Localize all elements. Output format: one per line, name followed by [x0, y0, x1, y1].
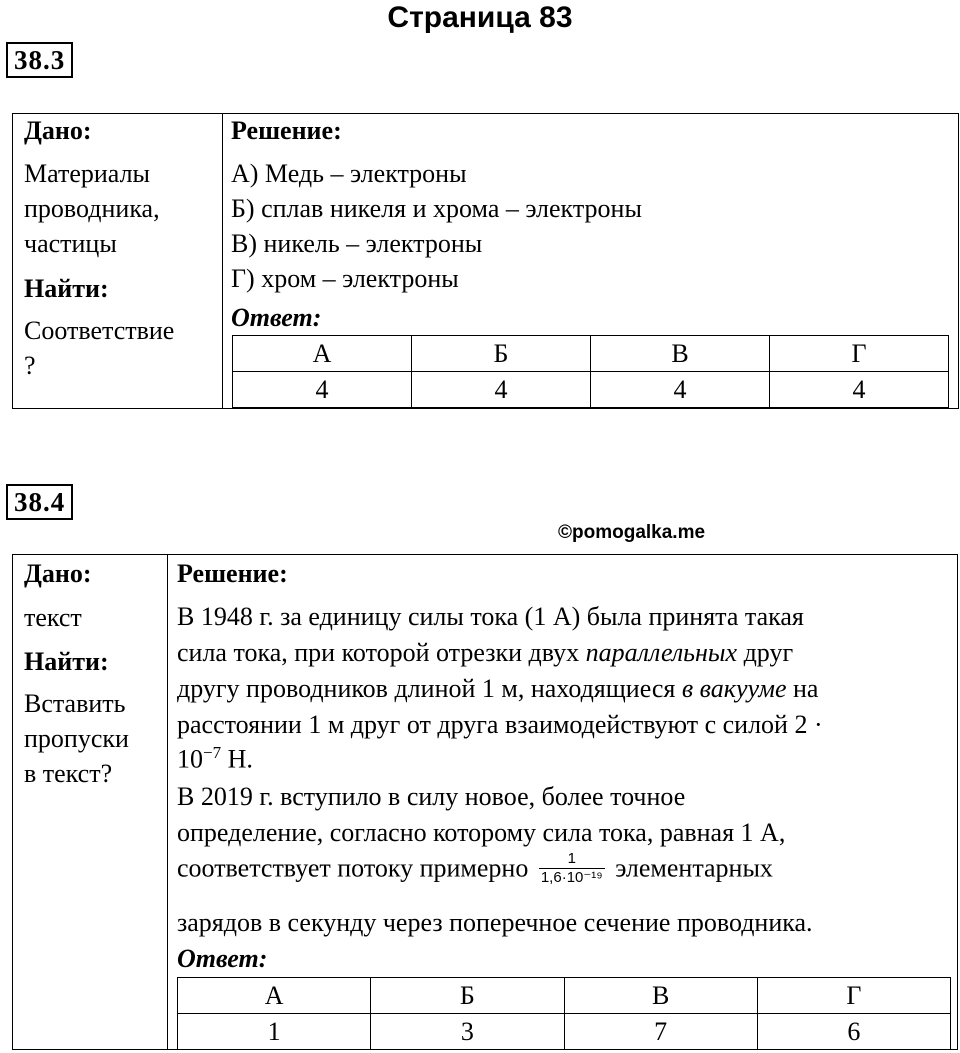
solution-line: В 2019 г. вступило в силу новое, более точное [177, 782, 686, 811]
find-line: Соответствие [24, 316, 175, 345]
answer-table [177, 977, 951, 1050]
solution-text: друг [737, 638, 794, 667]
task-number: 38.4 [6, 484, 73, 520]
solution-line [177, 743, 253, 775]
task-box-38-3 [12, 113, 959, 409]
find-label: Найти: [24, 647, 109, 676]
task-number: 38.3 [6, 42, 73, 78]
solution-column [223, 114, 958, 408]
answer-value-cell: 4 [770, 372, 949, 408]
solution-text: на [786, 674, 819, 703]
fraction-numerator: 1 [539, 850, 605, 869]
solution-text: Н. [221, 744, 253, 774]
solution-text: В 1948 г. за единицу силы тока (1 А) была принята такая [177, 602, 804, 631]
solution-line: зарядов в секунду через поперечное сечение проводника. [177, 908, 813, 937]
answer-value-cell: 4 [233, 372, 412, 408]
answer-header-row [233, 336, 949, 372]
solution-line: А) Медь – электроны [231, 159, 467, 188]
given-line: проводника, [24, 194, 160, 223]
solution-line [177, 674, 818, 704]
power-base: 10 [177, 744, 203, 774]
answer-value-cell: 7 [564, 1014, 757, 1050]
solution-line: Б) сплав никеля и хрома – электроны [231, 194, 642, 223]
answer-header-cell: Б [412, 336, 591, 372]
answer-header-cell: В [591, 336, 770, 372]
answer-value-cell: 1 [178, 1014, 371, 1050]
solution-line [177, 602, 804, 632]
find-line: в текст? [24, 759, 113, 788]
watermark: ©pomogalka.me [558, 522, 706, 543]
given-label: Дано: [24, 116, 92, 145]
given-line: Материалы [24, 159, 151, 188]
answer-value-cell: 4 [412, 372, 591, 408]
solution-line: В) никель – электроны [231, 229, 483, 258]
answer-value-cell: 6 [757, 1014, 950, 1050]
answer-value-cell: 3 [371, 1014, 564, 1050]
find-line: ? [24, 351, 36, 380]
answer-value-cell: 4 [591, 372, 770, 408]
italic-term: параллельных [585, 638, 738, 667]
find-label: Найти: [24, 274, 109, 303]
task-box-38-4 [12, 554, 958, 1050]
solution-column [168, 555, 957, 1049]
given-line: текст [24, 603, 82, 632]
solution-label: Решение: [177, 559, 288, 588]
find-line: Вставить [24, 689, 126, 718]
solution-text: другу проводников длиной 1 м, находящиеся [177, 674, 682, 703]
answer-table [232, 335, 949, 408]
answer-header-cell: Г [770, 336, 949, 372]
power-exponent: −7 [203, 743, 222, 762]
solution-text: элементарных [615, 853, 773, 883]
solution-line [177, 638, 793, 668]
answer-value-row [178, 1014, 951, 1050]
solution-text: расстоянии 1 м друг от друга взаимодействуют с силой 2 · [177, 710, 823, 739]
solution-line: определение, согласно которому сила тока, равная 1 А, [177, 818, 786, 847]
answer-value-row [233, 372, 949, 408]
given-label: Дано: [24, 559, 92, 588]
answer-label: Ответ: [177, 944, 268, 973]
solution-line: Г) хром – электроны [231, 264, 459, 293]
answer-header-cell: Г [757, 978, 950, 1014]
answer-header-row [178, 978, 951, 1014]
solution-text: сила тока, при которой отрезки двух [177, 638, 586, 667]
solution-line [177, 710, 823, 740]
given-column [13, 555, 168, 1049]
answer-header-cell: А [178, 978, 371, 1014]
page-title: Страница 83 [387, 1, 573, 34]
answer-header-cell: А [233, 336, 412, 372]
find-line: пропуски [24, 724, 129, 753]
answer-label: Ответ: [231, 303, 322, 332]
given-line: частицы [24, 229, 117, 258]
solution-line [177, 850, 773, 887]
fraction-denominator: 1,6·10⁻¹⁹ [540, 869, 603, 886]
solution-label: Решение: [231, 116, 342, 145]
given-column [13, 114, 223, 408]
fraction [539, 850, 605, 887]
answer-header-cell: В [564, 978, 757, 1014]
italic-term: в вакууме [681, 674, 787, 703]
answer-header-cell: Б [371, 978, 564, 1014]
solution-text: соответствует потоку примерно [177, 853, 529, 883]
